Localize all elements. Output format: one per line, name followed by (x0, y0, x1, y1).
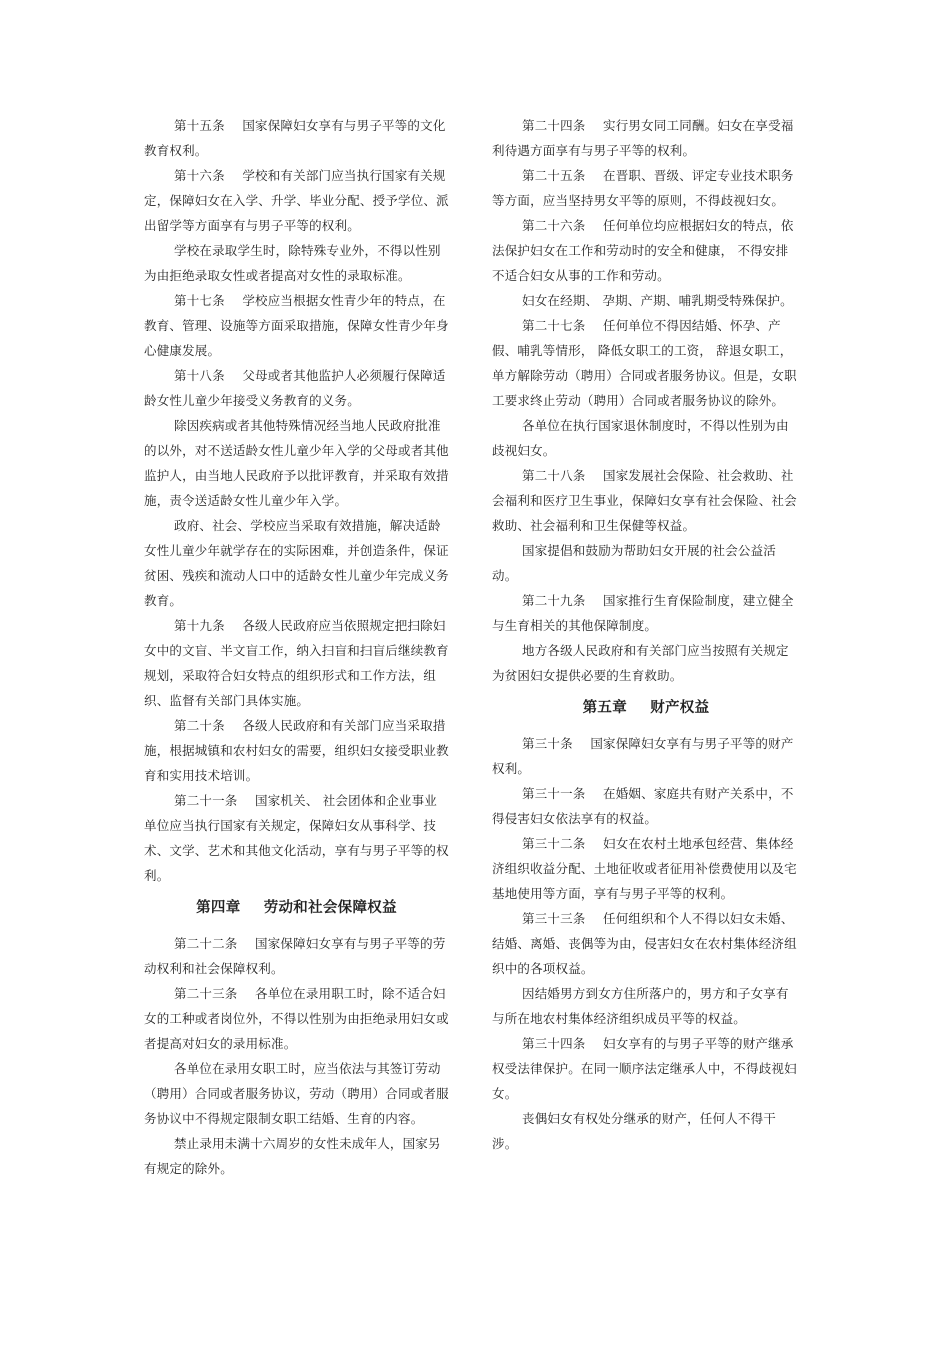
article-number: 第二十二条 (174, 936, 238, 951)
article-number: 第二十四条 (522, 118, 586, 133)
article-number: 第三十一条 (522, 786, 586, 801)
paragraph-text: 在婚姻、家庭共有财产关系中，不得侵害妇女依法享有的权益。 (492, 786, 794, 826)
paragraph-text: 各级人民政府应当依照规定把扫除妇女中的文盲、半文盲工作，纳入扫盲和扫盲后继续教育规划，采取符合妇女特点的组织形式和工作方法，组织、监督有关部门具体实施。 (144, 618, 449, 708)
paragraph-text: 父母或者其他监护人必须履行保障适龄女性儿童少年接受义务教育的义务。 (144, 368, 446, 408)
paragraph-text: 任何组织和个人不得以妇女未婚、结婚、离婚、丧偶等为由，侵害妇女在农村集体经济组织中的各项权益。 (492, 911, 797, 976)
paragraph (144, 1056, 449, 1131)
article-paragraph (492, 113, 800, 163)
article-paragraph (492, 906, 800, 981)
chapter-heading (492, 696, 800, 721)
paragraph-text: 实行男女同工同酬。妇女在享受福利待遇方面享有与男子平等的权利。 (492, 118, 794, 158)
article-paragraph (144, 113, 449, 163)
article-number: 第十六条 (174, 168, 225, 183)
article-number: 第十八条 (174, 368, 225, 383)
article-number: 第三十四条 (522, 1036, 586, 1051)
article-number: 第二十七条 (522, 318, 586, 333)
right-column (492, 113, 800, 1156)
paragraph-text: 任何单位均应根据妇女的特点，依法保护妇女在工作和劳动时的安全和健康， 不得安排不适合妇女从事的工作和劳动。 (492, 218, 794, 283)
article-number: 第二十五条 (522, 168, 586, 183)
chapter-title: 财产权益 (650, 700, 710, 716)
paragraph (144, 1131, 449, 1181)
paragraph-text: 国家机关、 社会团体和企业事业单位应当执行国家有关规定，保障妇女从事科学、技术、文学、艺术和其他文化活动，享有与男子平等的权利。 (144, 793, 449, 883)
paragraph (492, 538, 800, 588)
article-paragraph (492, 313, 800, 413)
paragraph-text: 各单位在录用职工时，除不适合妇女的工种或者岗位外，不得以性别为由拒绝录用妇女或者提高对妇女的录用标准。 (144, 986, 449, 1051)
article-number: 第十七条 (174, 293, 225, 308)
article-paragraph (492, 588, 800, 638)
paragraph-text: 禁止录用未满十六周岁的女性未成年人，国家另有规定的除外。 (144, 1136, 441, 1176)
paragraph (144, 238, 449, 288)
article-paragraph (144, 788, 449, 888)
article-number: 第三十条 (522, 736, 573, 751)
paragraph (144, 513, 449, 613)
paragraph-text: 丧偶妇女有权处分继承的财产，任何人不得干涉。 (492, 1111, 777, 1151)
paragraph (492, 1106, 800, 1156)
chapter-title: 劳动和社会保障权益 (263, 900, 397, 916)
article-paragraph (492, 731, 800, 781)
article-paragraph (492, 831, 800, 906)
paragraph-text: 妇女享有的与男子平等的财产继承权受法律保护。在同一顺序法定继承人中，不得歧视妇女。 (492, 1036, 797, 1101)
paragraph-text: 学校在录取学生时，除特殊专业外，不得以性别为由拒绝录取女性或者提高对女性的录取标准。 (144, 243, 441, 283)
paragraph (492, 981, 800, 1031)
paragraph-text: 任何单位不得因结婚、怀孕、产假、哺乳等情形， 降低女职工的工资， 辞退女职工，单方解除劳动（聘用）合同或者服务协议。但是，女职工要求终止劳动（聘用）合同或者服务协议的除外。 (492, 318, 797, 408)
paragraph (492, 638, 800, 688)
paragraph (144, 413, 449, 513)
article-number: 第三十二条 (522, 836, 586, 851)
paragraph-text: 在晋职、晋级、评定专业技术职务等方面，应当坚持男女平等的原则，不得歧视妇女。 (492, 168, 794, 208)
chapter-number: 第四章 (196, 900, 241, 916)
article-number: 第二十八条 (522, 468, 586, 483)
article-paragraph (492, 781, 800, 831)
article-paragraph (144, 288, 449, 363)
article-paragraph (492, 463, 800, 538)
article-paragraph (144, 363, 449, 413)
article-paragraph (144, 981, 449, 1056)
chapter-number: 第五章 (582, 700, 627, 716)
paragraph-text: 学校应当根据女性青少年的特点，在教育、管理、设施等方面采取措施，保障女性青少年身心健康发展。 (144, 293, 449, 358)
article-number: 第二十九条 (522, 593, 586, 608)
article-number: 第二十一条 (174, 793, 238, 808)
paragraph (492, 413, 800, 463)
article-paragraph (144, 613, 449, 713)
article-paragraph (144, 713, 449, 788)
paragraph-text: 国家发展社会保险、社会救助、社会福利和医疗卫生事业，保障妇女享有社会保险、社会救助、社会福利和卫生保健等权益。 (492, 468, 797, 533)
paragraph-text: 因结婚男方到女方住所落户的，男方和子女享有与所在地农村集体经济组织成员平等的权益。 (492, 986, 789, 1026)
chapter-heading (144, 896, 449, 921)
paragraph-text: 地方各级人民政府和有关部门应当按照有关规定为贫困妇女提供必要的生育救助。 (492, 643, 789, 683)
article-paragraph (144, 931, 449, 981)
paragraph-text: 妇女在农村土地承包经营、集体经济组织收益分配、土地征收或者征用补偿费使用以及宅基地使用等方面，享有与男子平等的权利。 (492, 836, 797, 901)
article-paragraph (492, 213, 800, 288)
article-number: 第二十条 (174, 718, 225, 733)
paragraph-text: 国家保障妇女享有与男子平等的财产权利。 (492, 736, 794, 776)
article-number: 第二十三条 (174, 986, 238, 1001)
paragraph-text: 国家保障妇女享有与男子平等的文化教育权利。 (144, 118, 446, 158)
paragraph-text: 各级人民政府和有关部门应当采取措施，根据城镇和农村妇女的需要，组织妇女接受职业教育和实用技术培训。 (144, 718, 449, 783)
article-number: 第十五条 (174, 118, 225, 133)
article-number: 第十九条 (174, 618, 225, 633)
article-number: 第三十三条 (522, 911, 586, 926)
paragraph-text: 国家保障妇女享有与男子平等的劳动权利和社会保障权利。 (144, 936, 446, 976)
paragraph-text: 国家推行生育保险制度，建立健全与生育相关的其他保障制度。 (492, 593, 794, 633)
paragraph-text: 各单位在执行国家退休制度时，不得以性别为由歧视妇女。 (492, 418, 789, 458)
article-number: 第二十六条 (522, 218, 586, 233)
left-column (144, 113, 449, 1181)
paragraph-text: 学校和有关部门应当执行国家有关规定，保障妇女在入学、升学、毕业分配、授予学位、派出留学等方面享有与男子平等的权利。 (144, 168, 449, 233)
paragraph-text: 妇女在经期、 孕期、产期、哺乳期受特殊保护。 (522, 293, 793, 308)
paragraph-text: 国家提倡和鼓励为帮助妇女开展的社会公益活动。 (492, 543, 777, 583)
article-paragraph (144, 163, 449, 238)
article-paragraph (492, 163, 800, 213)
paragraph-text: 各单位在录用女职工时，应当依法与其签订劳动（聘用）合同或者服务协议，劳动（聘用）合同或者服务协议中不得规定限制女职工结婚、生育的内容。 (144, 1061, 449, 1126)
paragraph (492, 288, 800, 313)
paragraph-text: 除因疾病或者其他特殊情况经当地人民政府批准的以外，对不送适龄女性儿童少年入学的父母或者其他监护人，由当地人民政府予以批评教育，并采取有效措施，责令送适龄女性儿童少年入学。 (144, 418, 449, 508)
article-paragraph (492, 1031, 800, 1106)
paragraph-text: 政府、社会、学校应当采取有效措施，解决适龄女性儿童少年就学存在的实际困难，并创造条件，保证贫困、残疾和流动人口中的适龄女性儿童少年完成义务教育。 (144, 518, 449, 608)
